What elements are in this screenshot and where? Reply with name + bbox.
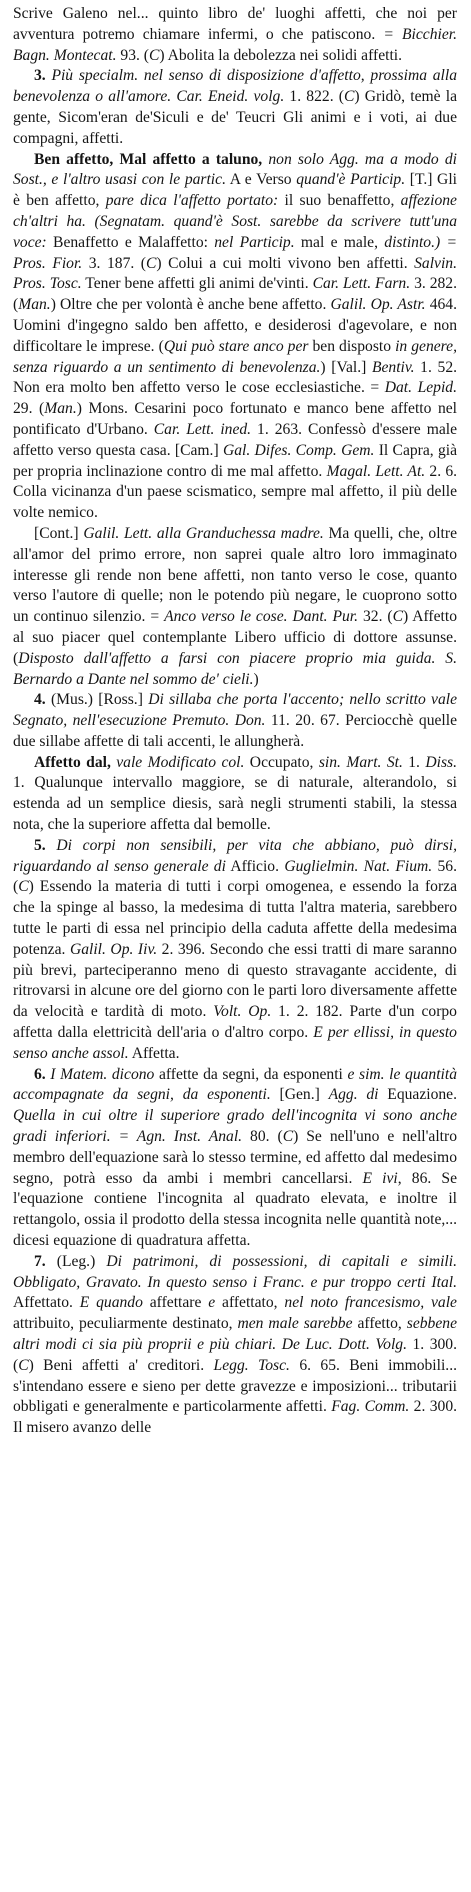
italic-text: distinto.) = Pros. Fior. xyxy=(13,233,457,272)
body-text: Il Capra, già per propria inclinazione contro di me mal affetto. xyxy=(13,441,458,480)
italic-text: Diss. xyxy=(425,753,457,771)
italic-text: Galil. Op. Iiv. xyxy=(69,940,158,958)
body-text: ) Mons. Cesarini poco fortunato e manco bene affetto nel pontificato d'Urbano. xyxy=(13,400,457,438)
body-text: 1. xyxy=(402,753,426,771)
italic-text: C xyxy=(18,1356,29,1374)
body-text: Afficio. xyxy=(225,857,285,875)
body-text: 3. 187. ( xyxy=(82,254,147,272)
body-text: 3. 282. ( xyxy=(13,275,457,314)
italic-text: Fag. Comm. xyxy=(331,1398,410,1416)
italic-text: nel noto francesismo, vale xyxy=(284,1294,457,1312)
italic-text: E ivi xyxy=(362,1169,398,1187)
body-text: Tener bene affetti gli animi de'vinti. xyxy=(81,275,313,293)
sense-6-mathematics xyxy=(13,1065,457,1252)
italic-text: Più specialm. nel senso di disposizione d'affetto, prossima alla benevolenza o all'amore. Car. Eneid. volg. xyxy=(13,67,458,106)
italic-text: C xyxy=(282,1128,294,1146)
body-text: 93. ( xyxy=(116,46,149,64)
body-text: 11. 20. 67. Perciocchè quelle due sillabe affette di tali accenti, le allungherà. xyxy=(13,712,458,750)
body-text: Equazione. xyxy=(378,1086,458,1104)
body-text: ) Beni affetti a' creditori. xyxy=(28,1356,214,1374)
italic-text: Man. xyxy=(44,400,77,418)
body-text: 1. 2. 182. Parte d'un corpo affetta dalla elettricità dell'aria o d'altro corpo. xyxy=(13,1003,457,1042)
italic-text: Legg. Tosc. xyxy=(213,1356,290,1374)
body-text: [Gen.] xyxy=(270,1086,329,1104)
italic-text: affezione ch'altri ha. (Segnatam. quand'è Sost. sarebbe da scrivere tutt'una voce: xyxy=(13,192,457,251)
italic-text: Quella in cui oltre il superiore grado dell'incognita vi sono anche gradi inferiori. = Agn. Inst. Anal. xyxy=(13,1107,457,1146)
sense-number: 5. xyxy=(34,836,57,854)
body-text: Scrive Galeno nel... quinto libro de' luoghi affetti, che noi per avventura potremo chiamare infermi, o che patiscono. xyxy=(13,5,457,43)
body-text: 1. 822. ( xyxy=(284,88,344,106)
body-text: 80. ( xyxy=(242,1128,283,1146)
body-text: 32. ( xyxy=(358,608,393,626)
italic-text: Guglielmin. Nat. Fium. xyxy=(284,857,433,875)
body-text: ) Abolita la debolezza nei solidi affetti. xyxy=(159,46,403,64)
italic-text: Salvin. Pros. Tosc. xyxy=(13,254,458,293)
italic-text: Gal. Difes. Comp. Gem. xyxy=(222,441,375,459)
italic-text: C xyxy=(146,254,157,272)
body-text: ) Gridò, temè la gente, Sicom'eran de'Siculi e de' Teucri Gli animi e i voti, ai due compagni, affetti. xyxy=(13,88,457,147)
italic-text: Car. Lett. ined. xyxy=(153,420,252,438)
italic-text: Magal. Lett. At. xyxy=(326,462,426,480)
italic-text: Galil. Op. Astr. xyxy=(330,296,426,314)
body-text: mal e male, xyxy=(294,233,385,251)
body-text: [Cont.] xyxy=(34,524,84,542)
body-text: , 86. Se l'equazione contiene l'incognita al quadrato elevata, e inoltre il rettangolo, ossia il prodotto della stessa incognita nelle quantità note,... dicesi equazione di quadratura affetta. xyxy=(13,1169,458,1250)
body-text: ) Affetto al suo piacer quel contemplante Libero ufficio di dottore assunse. ( xyxy=(13,608,458,667)
sense-number: Ben affetto, Mal affetto a taluno, xyxy=(34,150,263,168)
entry-column xyxy=(13,4,457,1439)
italic-text: I Matem. dicono xyxy=(50,1065,155,1083)
sense-7-legal xyxy=(13,1252,457,1439)
body-text: ) Oltre che per volontà è anche bene affetto. xyxy=(50,296,331,314)
body-text: ben disposto xyxy=(308,337,396,355)
body-text: ) xyxy=(253,670,259,688)
sense-number: 6. xyxy=(34,1065,51,1083)
body-text: affettato, xyxy=(215,1294,285,1312)
italic-text: Anco verso le cose. Dant. Pur. xyxy=(164,608,359,626)
italic-text: Bentiv. xyxy=(371,358,415,376)
italic-text: Di sillaba che porta l'accento; nello scritto vale Segnato, nell'esecuzione Premuto. Don. xyxy=(13,691,457,730)
body-text: 2. 396. Secondo che essi tratti di mare saranno più brevi, parteciperanno meno di questo stravagante accidente, di ritrovarsi in alcune ore del giorno con le parti loro diversamente affette da velocità e tardità di moto. xyxy=(13,940,457,1021)
body-text: 464. Uomini d'ingegno saldo ben affetto, e desiderosi d'agevolare, e non difficoltare le imprese. ( xyxy=(13,296,458,355)
italic-text: Volt. Op. xyxy=(213,1003,272,1021)
body-text: il suo benaffetto, xyxy=(278,192,401,210)
sense-ben-mal-affetto xyxy=(13,150,457,524)
italic-text: Car. Lett. Farn. xyxy=(312,275,411,293)
body-text: ) Se nell'uno e nell'altro membro dell'equazione sarà lo stesso termine, ed affetto dal medesimo segno, potrà esso da ambi i membri cancellarsi. xyxy=(13,1128,458,1187)
sense-5-bodies xyxy=(13,836,457,1065)
sense-continuation-galil xyxy=(13,524,457,690)
italic-text: men male sarebbe xyxy=(237,1315,353,1333)
italic-text: pare dica l'affetto portato: xyxy=(105,192,279,210)
italic-text: e xyxy=(208,1294,216,1312)
italic-text: E per ellissi, in questo senso anche assol. xyxy=(13,1024,457,1062)
sense-number: 4. xyxy=(34,691,51,709)
body-text: Benaffetto e Malaffetto: xyxy=(46,233,215,251)
body-text: A e Verso xyxy=(225,171,297,189)
italic-text: non solo Agg. ma a modo di Sost., e l'altro usasi con le partic. xyxy=(13,150,458,189)
body-text: 1. 300. ( xyxy=(13,1336,458,1374)
body-text: 1. 52. Non era molto ben affetto verso le cose ecclesiastiche. = xyxy=(13,358,458,397)
italic-text: C xyxy=(343,88,355,106)
body-text: Affettato. xyxy=(13,1294,80,1312)
italic-text: e sim. le quantità accompagnate da segni, da esponenti. xyxy=(13,1065,457,1104)
italic-text: col. xyxy=(221,753,245,771)
italic-text: Di patrimoni, di possessioni, di capitali e simili. Obbligato, Gravato. In questo senso i Franc. e pur troppo certi Ital. xyxy=(13,1252,457,1291)
italic-text: Disposto dall'affetto a farsi con piacere proprio mia guida. S. Bernardo a Dante nel sommo de' cieli. xyxy=(13,649,457,688)
italic-text: = Bicchier. Bagn. Montecat. xyxy=(13,25,457,64)
body-text: 56. ( xyxy=(13,857,458,896)
entry-continuation xyxy=(13,4,457,66)
sense-number: Affetto dal, xyxy=(34,753,111,771)
italic-text: C xyxy=(392,608,403,626)
sense-4-music xyxy=(13,690,457,752)
body-text: 2. 300. Il misero avanzo delle xyxy=(13,1398,458,1437)
italic-text: Qui può stare anco per xyxy=(163,337,309,355)
body-text: 6. 65. Beni immobili... s'intendano essere e sieno per dette gravezze e imposizioni... tributarii obbligati e generalmente e particolarmente affetti. xyxy=(13,1356,457,1416)
body-text: attribuito, peculiarmente destinato, xyxy=(13,1315,238,1333)
italic-text: E quando xyxy=(79,1294,143,1312)
sense-number: 3. xyxy=(34,67,52,85)
sense-3-affection xyxy=(13,66,457,149)
body-text: 2. 6. Colla vicinanza d'un paese scismatico, sempre mal affetto, il più delle volte nemico. xyxy=(13,462,458,522)
italic-text: vale Modificato xyxy=(110,753,222,771)
italic-text: sin. Mart. St. xyxy=(318,753,403,771)
body-text: ) Essendo la materia di tutti i corpi omogenea, e essendo la forza che la spinge al basso, la medesima di tutta l'altra materia, sarebbero tutte le parti di essa nel principio della caduta affette della medesima potenza. xyxy=(13,878,457,958)
body-text: affettare xyxy=(142,1294,209,1312)
italic-text: Galil. Lett. alla Granduchessa madre. xyxy=(83,524,324,542)
body-text: affette da segni, da esponenti xyxy=(154,1065,348,1083)
body-text: (Mus.) [Ross.] xyxy=(50,691,149,709)
italic-text: Dat. Lepid. xyxy=(384,379,457,397)
italic-text: sebbene altri modi ci sia più proprii e più chiari. De Luc. Dott. Volg. xyxy=(13,1315,457,1353)
body-text: (Leg.) xyxy=(56,1252,107,1270)
italic-text: nel Particip. xyxy=(214,233,295,251)
sense-affetto-dal xyxy=(13,753,457,836)
sense-number: 7. xyxy=(34,1252,57,1270)
italic-text: C xyxy=(18,878,29,896)
body-text: Occupato, xyxy=(244,753,319,771)
italic-text: quand'è Particip. xyxy=(296,171,406,189)
italic-text: C xyxy=(148,46,160,64)
italic-text: Di corpi non sensibili, per vita che abbiano, può dirsi, riguardando al senso generale di xyxy=(13,836,458,875)
italic-text: in genere, senza riguardo a un sentimento di benevolenza. xyxy=(13,337,457,376)
italic-text: Agg. di xyxy=(328,1086,379,1104)
body-text: 1. Qualunque intervallo maggiore, se di naturale, alterandolo, si estenda ad un semplice diesis, sarà negli strumenti stabili, la stessa nota, che la superiore affetta dal bemolle. xyxy=(13,774,457,834)
body-text: Affetta. xyxy=(128,1044,180,1062)
body-text: 29. ( xyxy=(13,400,45,418)
body-text: ) Colui a cui molti vivono ben affetti. xyxy=(156,254,415,272)
body-text: Ma quelli, che, oltre all'amor del primo errore, non saprei quale altro loro immaginato interesse gli rende non bene affetti, non tanto verso le cose, quanto verso l'autore di quelle; non le potendo più negare, le cuoprono sotto un continuo silenzio. = xyxy=(13,524,458,626)
body-text: affetto, xyxy=(352,1315,407,1333)
body-text: ) [Val.] xyxy=(320,358,372,376)
italic-text: Man. xyxy=(18,296,51,314)
body-text: 1. 263. Confessò d'essere male affetto verso questa casa. [Cam.] xyxy=(13,420,457,459)
body-text: [T.] Gli è ben affetto, xyxy=(13,171,457,210)
